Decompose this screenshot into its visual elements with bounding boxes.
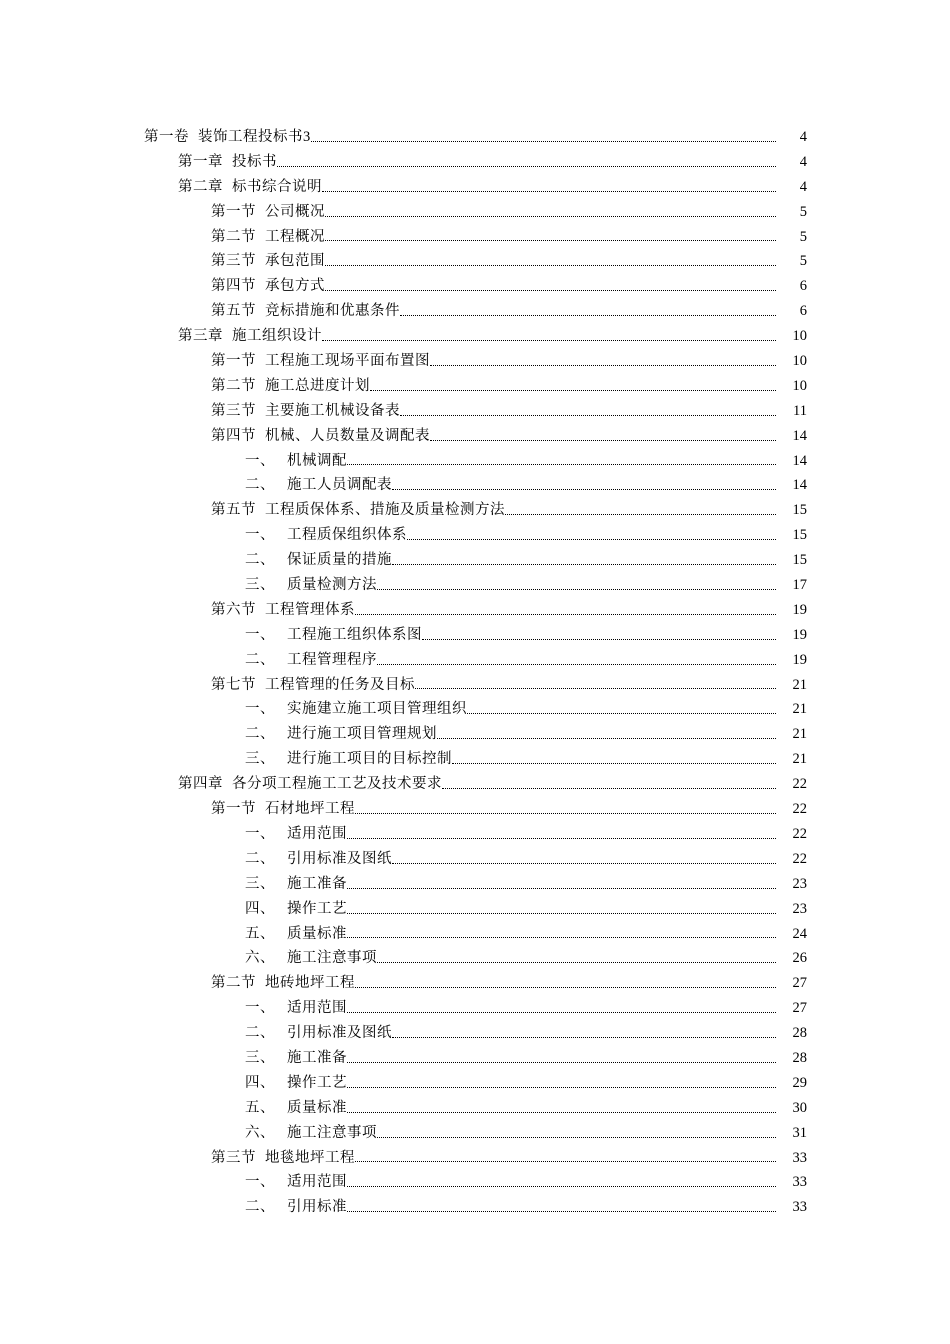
toc-entry-number: 第二节 [211,228,256,245]
toc-entry-title: 工程施工现场平面布置图 [265,353,430,370]
toc-entry-page-number: 26 [792,950,807,967]
toc-entry-page-number: 21 [792,726,807,743]
toc-entry[interactable] [0,872,950,897]
toc-entry-page-number: 10 [792,353,807,370]
dot-leader [347,887,776,889]
toc-entry[interactable] [0,299,950,324]
toc-entry-number: 二、 [245,477,275,494]
toc-entry-title: 施工人员调配表 [287,477,392,494]
toc-entry[interactable] [0,125,950,150]
toc-entry-page-number: 21 [792,701,807,718]
toc-entry[interactable] [0,225,950,250]
dot-leader [430,439,776,441]
toc-entry-page-number: 6 [799,303,807,320]
toc-entry-number: 第一节 [211,203,256,220]
toc-entry-number: 第二章 [178,178,223,195]
toc-entry-page-number: 4 [799,178,807,195]
dot-leader [322,190,776,192]
toc-entry[interactable] [0,324,950,349]
toc-entry-number: 五、 [245,1099,275,1116]
toc-entry-title: 适用范围 [287,825,347,842]
dot-leader [347,1011,776,1013]
toc-entry-page-number: 31 [792,1124,807,1141]
toc-entry[interactable] [0,150,950,175]
toc-entry-title: 施工组织设计 [232,328,322,345]
toc-entry-title: 质量检测方法 [287,577,377,594]
toc-entry-number: 一、 [245,452,275,469]
toc-entry-page-number: 21 [792,676,807,693]
toc-entry-number: 第四节 [211,427,256,444]
dot-leader [430,364,776,366]
toc-entry-title: 工程管理体系 [265,601,355,618]
dot-leader [347,1210,776,1212]
toc-entry[interactable] [0,971,950,996]
toc-entry-title: 进行施工项目的目标控制 [287,751,452,768]
toc-entry-number: 第一章 [178,153,223,170]
toc-entry-title: 机械调配 [287,452,347,469]
toc-entry-page-number: 22 [792,776,807,793]
toc-entry-number: 第五节 [211,502,256,519]
toc-entry[interactable] [0,996,950,1021]
toc-entry-page-number: 14 [792,452,807,469]
toc-entry-page-number: 24 [792,925,807,942]
toc-entry-title: 标书综合说明 [232,178,322,195]
toc-entry-number: 第三节 [211,402,256,419]
toc-entry[interactable] [0,498,950,523]
toc-entry-title: 承包范围 [265,253,325,270]
dot-leader [452,762,776,764]
dot-leader [325,239,776,241]
toc-entry[interactable] [0,548,950,573]
toc-entry-title: 公司概况 [265,203,325,220]
dot-leader [347,837,776,839]
dot-leader [400,314,776,316]
toc-entry[interactable] [0,797,950,822]
toc-entry-page-number: 5 [799,253,807,270]
dot-leader [347,912,776,914]
toc-entry-number: 三、 [245,577,275,594]
toc-entry-page-number: 23 [792,900,807,917]
dot-leader [437,737,776,739]
toc-entry-page-number: 22 [792,801,807,818]
toc-entry[interactable] [0,648,950,673]
dot-leader [347,463,776,465]
dot-leader [355,1160,776,1162]
toc-entry[interactable] [0,1170,950,1195]
toc-entry-page-number: 28 [792,1025,807,1042]
toc-entry-title: 引用标准及图纸 [287,1025,392,1042]
dot-leader [347,1061,776,1063]
toc-entry-page-number: 22 [792,825,807,842]
dot-leader [392,862,776,864]
toc-entry-page-number: 5 [799,203,807,220]
toc-entry-number: 第六节 [211,601,256,618]
toc-entry-page-number: 4 [799,129,807,145]
toc-entry-title: 装饰工程投标书3 [198,129,311,145]
toc-entry-number: 第三节 [211,253,256,270]
toc-entry-page-number: 15 [792,527,807,544]
toc-entry-title: 操作工艺 [287,1074,347,1091]
toc-entry-number: 六、 [245,1124,275,1141]
toc-entry-page-number: 23 [792,875,807,892]
toc-entry-number: 第三节 [211,1149,256,1166]
toc-entry-page-number: 30 [792,1099,807,1116]
toc-entry-title: 质量标准 [287,925,347,942]
toc-entry-title: 机械、人员数量及调配表 [265,427,430,444]
toc-entry[interactable] [0,598,950,623]
toc-entry-page-number: 33 [792,1199,807,1216]
toc-entry-number: 五、 [245,925,275,942]
toc-entry[interactable] [0,274,950,299]
toc-entry-page-number: 19 [792,601,807,618]
toc-entry-number: 一、 [245,1000,275,1017]
table-of-contents [0,125,950,1220]
toc-entry-number: 一、 [245,825,275,842]
dot-leader [377,961,776,963]
dot-leader [347,1111,776,1113]
dot-leader [277,165,776,167]
toc-entry[interactable] [0,249,950,274]
toc-entry[interactable] [0,1096,950,1121]
toc-entry-title: 工程管理的任务及目标 [265,676,415,693]
dot-leader [467,712,776,714]
dot-leader [322,339,776,341]
toc-entry-title: 引用标准及图纸 [287,850,392,867]
toc-entry-title: 引用标准 [287,1199,347,1216]
toc-entry-page-number: 6 [799,278,807,295]
toc-entry[interactable] [0,175,950,200]
toc-entry[interactable] [0,697,950,722]
toc-entry-number: 第一节 [211,801,256,818]
toc-entry-title: 施工准备 [287,875,347,892]
dot-leader [400,414,776,416]
toc-entry[interactable] [0,722,950,747]
toc-entry-title: 操作工艺 [287,900,347,917]
toc-entry[interactable] [0,1071,950,1096]
toc-entry[interactable] [0,747,950,772]
toc-entry-page-number: 14 [792,477,807,494]
toc-entry-title: 竞标措施和优惠条件 [265,303,400,320]
toc-entry-number: 第二节 [211,975,256,992]
toc-entry-page-number: 28 [792,1049,807,1066]
toc-entry-title: 地毯地坪工程 [265,1149,355,1166]
dot-leader [325,215,776,217]
toc-entry-page-number: 27 [792,1000,807,1017]
toc-entry[interactable] [0,822,950,847]
toc-entry-number: 三、 [245,751,275,768]
toc-entry-page-number: 15 [792,502,807,519]
toc-entry-title: 施工注意事项 [287,1124,377,1141]
dot-leader [377,588,776,590]
toc-entry[interactable] [0,1195,950,1220]
dot-leader [392,563,776,565]
toc-entry[interactable] [0,1121,950,1146]
toc-entry-number: 第四节 [211,278,256,295]
toc-entry-number: 第五节 [211,303,256,320]
toc-entry[interactable] [0,374,950,399]
dot-leader [415,687,776,689]
toc-entry-page-number: 11 [793,402,807,419]
toc-entry-number: 一、 [245,1174,275,1191]
toc-entry[interactable] [0,1046,950,1071]
toc-entry-number: 第一卷 [144,129,189,145]
dot-leader [325,264,776,266]
dot-leader [347,1185,776,1187]
toc-entry[interactable] [0,473,950,498]
toc-entry-page-number: 17 [792,577,807,594]
dot-leader [325,289,776,291]
toc-entry[interactable] [0,1021,950,1046]
dot-leader [377,1136,776,1138]
toc-entry-number: 二、 [245,552,275,569]
toc-entry-page-number: 27 [792,975,807,992]
toc-entry-title: 适用范围 [287,1174,347,1191]
toc-entry-page-number: 21 [792,751,807,768]
toc-entry-number: 四、 [245,1074,275,1091]
toc-entry-number: 三、 [245,875,275,892]
toc-entry-page-number: 5 [799,228,807,245]
toc-entry-number: 二、 [245,1199,275,1216]
dot-leader [347,936,776,938]
toc-entry-title: 进行施工项目管理规划 [287,726,437,743]
toc-entry-page-number: 15 [792,552,807,569]
toc-entry[interactable] [0,922,950,947]
toc-entry-title: 保证质量的措施 [287,552,392,569]
toc-entry-number: 一、 [245,626,275,643]
toc-entry-page-number: 33 [792,1174,807,1191]
toc-entry-number: 二、 [245,651,275,668]
dot-leader [370,389,776,391]
toc-entry-title: 地砖地坪工程 [265,975,355,992]
toc-entry-number: 二、 [245,726,275,743]
toc-entry-number: 四、 [245,900,275,917]
toc-entry-number: 六、 [245,950,275,967]
toc-entry-page-number: 19 [792,626,807,643]
toc-entry-title: 工程概况 [265,228,325,245]
toc-entry-page-number: 19 [792,651,807,668]
toc-entry[interactable] [0,623,950,648]
toc-entry[interactable] [0,772,950,797]
toc-entry-number: 二、 [245,850,275,867]
toc-entry-number: 第七节 [211,676,256,693]
toc-entry[interactable] [0,424,950,449]
dot-leader [505,513,776,515]
toc-entry-title: 工程管理程序 [287,651,377,668]
toc-entry-number: 一、 [245,527,275,544]
toc-entry-page-number: 14 [792,427,807,444]
toc-entry[interactable] [0,1146,950,1171]
dot-leader [355,613,776,615]
toc-entry[interactable] [0,523,950,548]
toc-entry-title: 石材地坪工程 [265,801,355,818]
toc-entry-number: 二、 [245,1025,275,1042]
toc-entry-title: 适用范围 [287,1000,347,1017]
dot-leader [442,787,776,789]
toc-entry-page-number: 33 [792,1149,807,1166]
toc-entry-title: 质量标准 [287,1099,347,1116]
toc-entry-title: 投标书 [232,153,277,170]
toc-entry-page-number: 10 [792,328,807,345]
toc-entry-title: 工程施工组织体系图 [287,626,422,643]
toc-entry[interactable] [0,847,950,872]
toc-entry[interactable] [0,573,950,598]
dot-leader [347,1086,776,1088]
dot-leader [355,812,776,814]
dot-leader [311,140,776,142]
toc-entry-page-number: 22 [792,850,807,867]
toc-entry-title: 实施建立施工项目管理组织 [287,701,467,718]
toc-entry-title: 工程质保体系、措施及质量检测方法 [265,502,505,519]
dot-leader [407,538,776,540]
toc-entry-title: 施工准备 [287,1049,347,1066]
toc-entry-page-number: 4 [799,153,807,170]
dot-leader [392,488,776,490]
toc-entry[interactable] [0,349,950,374]
toc-entry[interactable] [0,897,950,922]
toc-entry[interactable] [0,449,950,474]
toc-entry[interactable] [0,673,950,698]
toc-entry-number: 三、 [245,1049,275,1066]
toc-entry-title: 各分项工程施工工艺及技术要求 [232,776,442,793]
toc-entry-page-number: 10 [792,377,807,394]
dot-leader [392,1036,776,1038]
toc-entry[interactable] [0,200,950,225]
toc-entry-number: 一、 [245,701,275,718]
toc-entry[interactable] [0,399,950,424]
toc-entry-number: 第三章 [178,328,223,345]
dot-leader [422,638,776,640]
dot-leader [355,986,776,988]
toc-entry-number: 第二节 [211,377,256,394]
toc-entry-title: 工程质保组织体系 [287,527,407,544]
toc-entry-number: 第四章 [178,776,223,793]
toc-entry-title: 主要施工机械设备表 [265,402,400,419]
dot-leader [377,663,776,665]
toc-entry-number: 第一节 [211,353,256,370]
toc-entry-page-number: 29 [792,1074,807,1091]
toc-entry-title: 承包方式 [265,278,325,295]
toc-entry-title: 施工总进度计划 [265,377,370,394]
toc-entry-title: 施工注意事项 [287,950,377,967]
toc-entry[interactable] [0,946,950,971]
